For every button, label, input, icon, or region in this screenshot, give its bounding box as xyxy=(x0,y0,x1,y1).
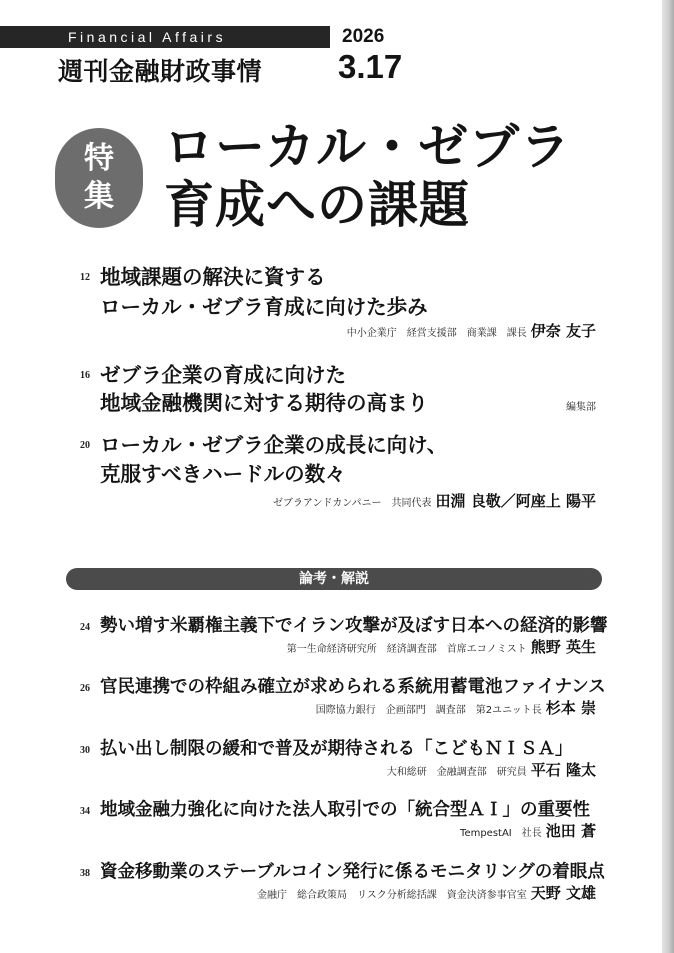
page-number: 16 xyxy=(80,370,90,381)
page-number: 26 xyxy=(80,683,90,694)
article-title: 地域金融力強化に向けた法人取引での「統合型ＡＩ」の重要性 xyxy=(100,800,590,820)
author-name: 伊奈 友子 xyxy=(530,322,596,340)
special-feature-badge xyxy=(55,128,143,228)
author-affiliation: 第一生命経済研究所 経済調査部 首席エコノミスト xyxy=(286,644,527,655)
magazine-title: 週刊金融財政事情 xyxy=(58,57,263,86)
author-affiliation: 中小企業庁 経営支援部 商業課 課長 xyxy=(346,328,527,339)
article-title: 資金移動業のステーブルコイン発行に係るモニタリングの着眼点 xyxy=(100,862,605,882)
issue-date: 3.17 xyxy=(338,48,403,85)
article-byline xyxy=(387,759,596,780)
page-number: 38 xyxy=(80,868,90,879)
article-title-line-1: ゼブラ企業の育成に向けた xyxy=(100,363,346,387)
page-number: 24 xyxy=(80,622,90,633)
page-number: 34 xyxy=(80,806,90,817)
masthead-english-title: Financial Affairs xyxy=(68,29,227,45)
author-affiliation: TempestAI 社長 xyxy=(460,828,542,839)
article-title: 官民連携での枠組み確立が求められる系統用蓄電池ファイナンス xyxy=(100,677,606,697)
article-title: 払い出し制限の緩和で普及が期待される「こどもＮＩＳＡ」 xyxy=(100,739,573,759)
article-title-line-2: 地域金融機関に対する期待の高まり xyxy=(100,391,428,415)
author-affiliation: 大和総研 金融調査部 研究員 xyxy=(386,767,527,778)
author-name: 池田 蒼 xyxy=(545,822,596,840)
badge-char-2: 集 xyxy=(84,179,114,214)
author-affiliation: 国際協力銀行 企画部門 調査部 第2ユニット長 xyxy=(315,705,542,716)
author-name: 杉本 崇 xyxy=(545,699,596,717)
special-title-line-1: ローカル・ゼブラ xyxy=(164,118,571,176)
author-name: 平石 隆太 xyxy=(530,761,596,779)
author-name: 熊野 英生 xyxy=(530,638,596,656)
page-edge-shadow xyxy=(662,0,674,953)
author-affiliation: 金融庁 総合政策局 リスク分析総括課 資金決済参事官室 xyxy=(256,890,527,901)
article-title-line-1: ローカル・ゼブラ企業の成長に向け、 xyxy=(100,433,448,457)
section-header-label: 論考・解説 xyxy=(299,571,369,587)
page-number: 12 xyxy=(80,272,90,283)
article-title-line-2: 克服すべきハードルの数々 xyxy=(100,462,346,486)
page-number: 30 xyxy=(80,745,90,756)
article-title: 勢い増す米覇権主義下でイラン攻撃が及ぼす日本への経済的影響 xyxy=(100,616,608,636)
author-name: 田淵 良敬／阿座上 陽平 xyxy=(435,492,596,510)
article-byline xyxy=(566,398,596,413)
article-byline xyxy=(347,320,596,341)
author-name: 天野 文雄 xyxy=(530,884,596,902)
author-affiliation: ゼブラアンドカンパニー 共同代表 xyxy=(272,498,432,509)
page-number: 20 xyxy=(80,440,90,451)
article-byline xyxy=(273,490,596,511)
article-byline xyxy=(460,820,596,841)
article-byline xyxy=(287,636,596,657)
article-title-line-1: 地域課題の解決に資する xyxy=(100,265,326,289)
article-title-line-2: ローカル・ゼブラ育成に向けた歩み xyxy=(100,295,428,319)
article-byline xyxy=(316,697,596,718)
issue-year: 2026 xyxy=(342,26,385,47)
article-byline xyxy=(257,882,596,903)
badge-char-1: 特 xyxy=(84,141,114,176)
author-name: 編集部 xyxy=(566,402,596,413)
special-title-line-2: 育成への課題 xyxy=(164,176,470,234)
